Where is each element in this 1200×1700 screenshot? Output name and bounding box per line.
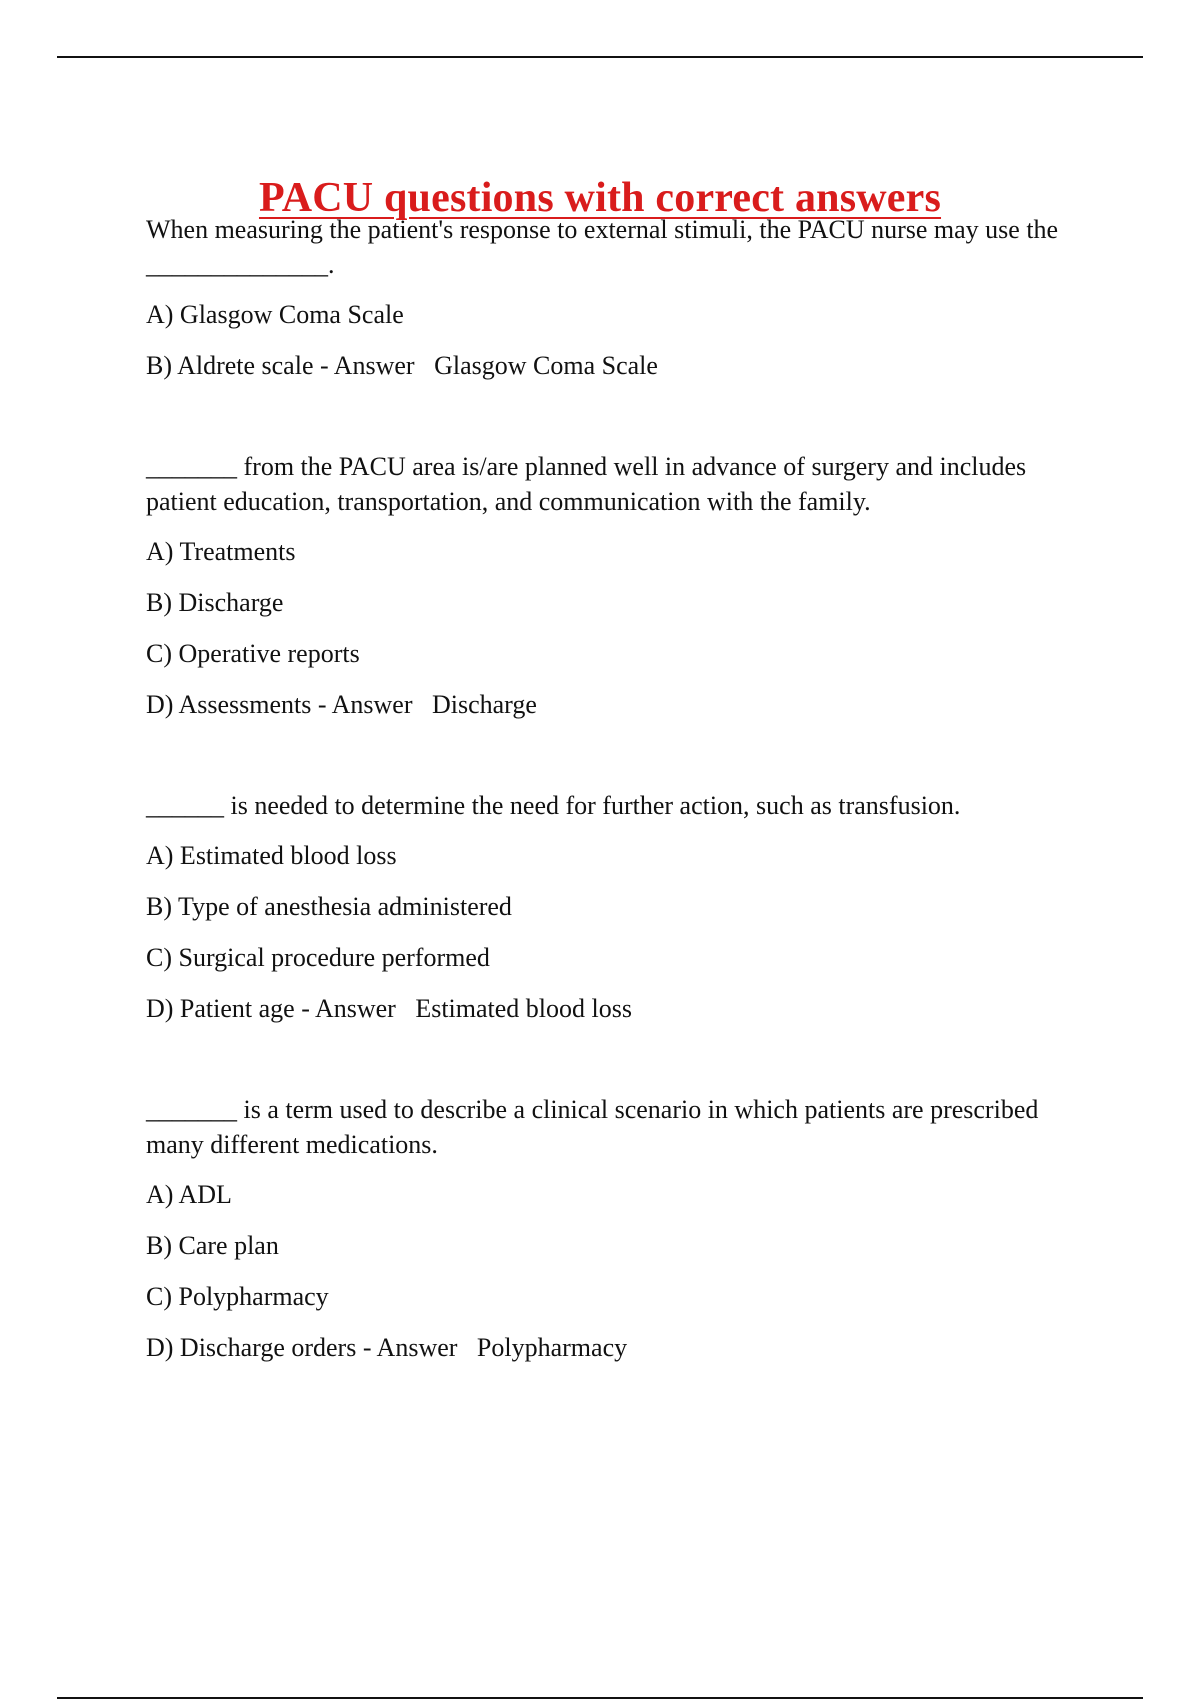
question-stem: _______ is a term used to describe a clinical scenario in which patients are prescribed many different medications. xyxy=(146,1095,1039,1159)
option-item: A) Treatments xyxy=(146,537,296,566)
option-item: C) Surgical procedure performed xyxy=(146,943,490,972)
option-item: C) Operative reports xyxy=(146,639,360,668)
question-stem: _______ from the PACU area is/are planned well in advance of surgery and includes patient education, transportation, and communication with the family. xyxy=(146,452,1027,516)
option-item: A) Estimated blood loss xyxy=(146,841,397,870)
question-block-1 xyxy=(146,212,1076,383)
page-title: PACU questions with correct answers xyxy=(258,175,942,222)
header-rule xyxy=(57,56,1143,58)
option-item: B) Discharge xyxy=(146,588,284,617)
option-item: C) Polypharmacy xyxy=(146,1282,329,1311)
document-body xyxy=(146,212,1076,1431)
question-block-4 xyxy=(146,1092,1076,1365)
option-item-with-answer: D) Assessments - Answer Discharge xyxy=(146,690,537,719)
question-block-3 xyxy=(146,788,1076,1026)
option-item-with-answer: D) Discharge orders - Answer Polypharmacy xyxy=(146,1333,628,1362)
option-item-with-answer: D) Patient age - Answer Estimated blood loss xyxy=(146,994,632,1023)
question-block-2 xyxy=(146,449,1076,722)
option-item: B) Care plan xyxy=(146,1231,279,1260)
option-item: A) Glasgow Coma Scale xyxy=(146,300,404,329)
question-stem: When measuring the patient's response to external stimuli, the PACU nurse may use the ______________. xyxy=(146,215,1059,279)
question-stem: ______ is needed to determine the need for further action, such as transfusion. xyxy=(146,791,961,820)
option-item: A) ADL xyxy=(146,1180,232,1209)
option-item: B) Type of anesthesia administered xyxy=(146,892,512,921)
footer-rule xyxy=(57,1697,1143,1699)
option-item-with-answer: B) Aldrete scale - Answer Glasgow Coma Scale xyxy=(146,351,658,380)
